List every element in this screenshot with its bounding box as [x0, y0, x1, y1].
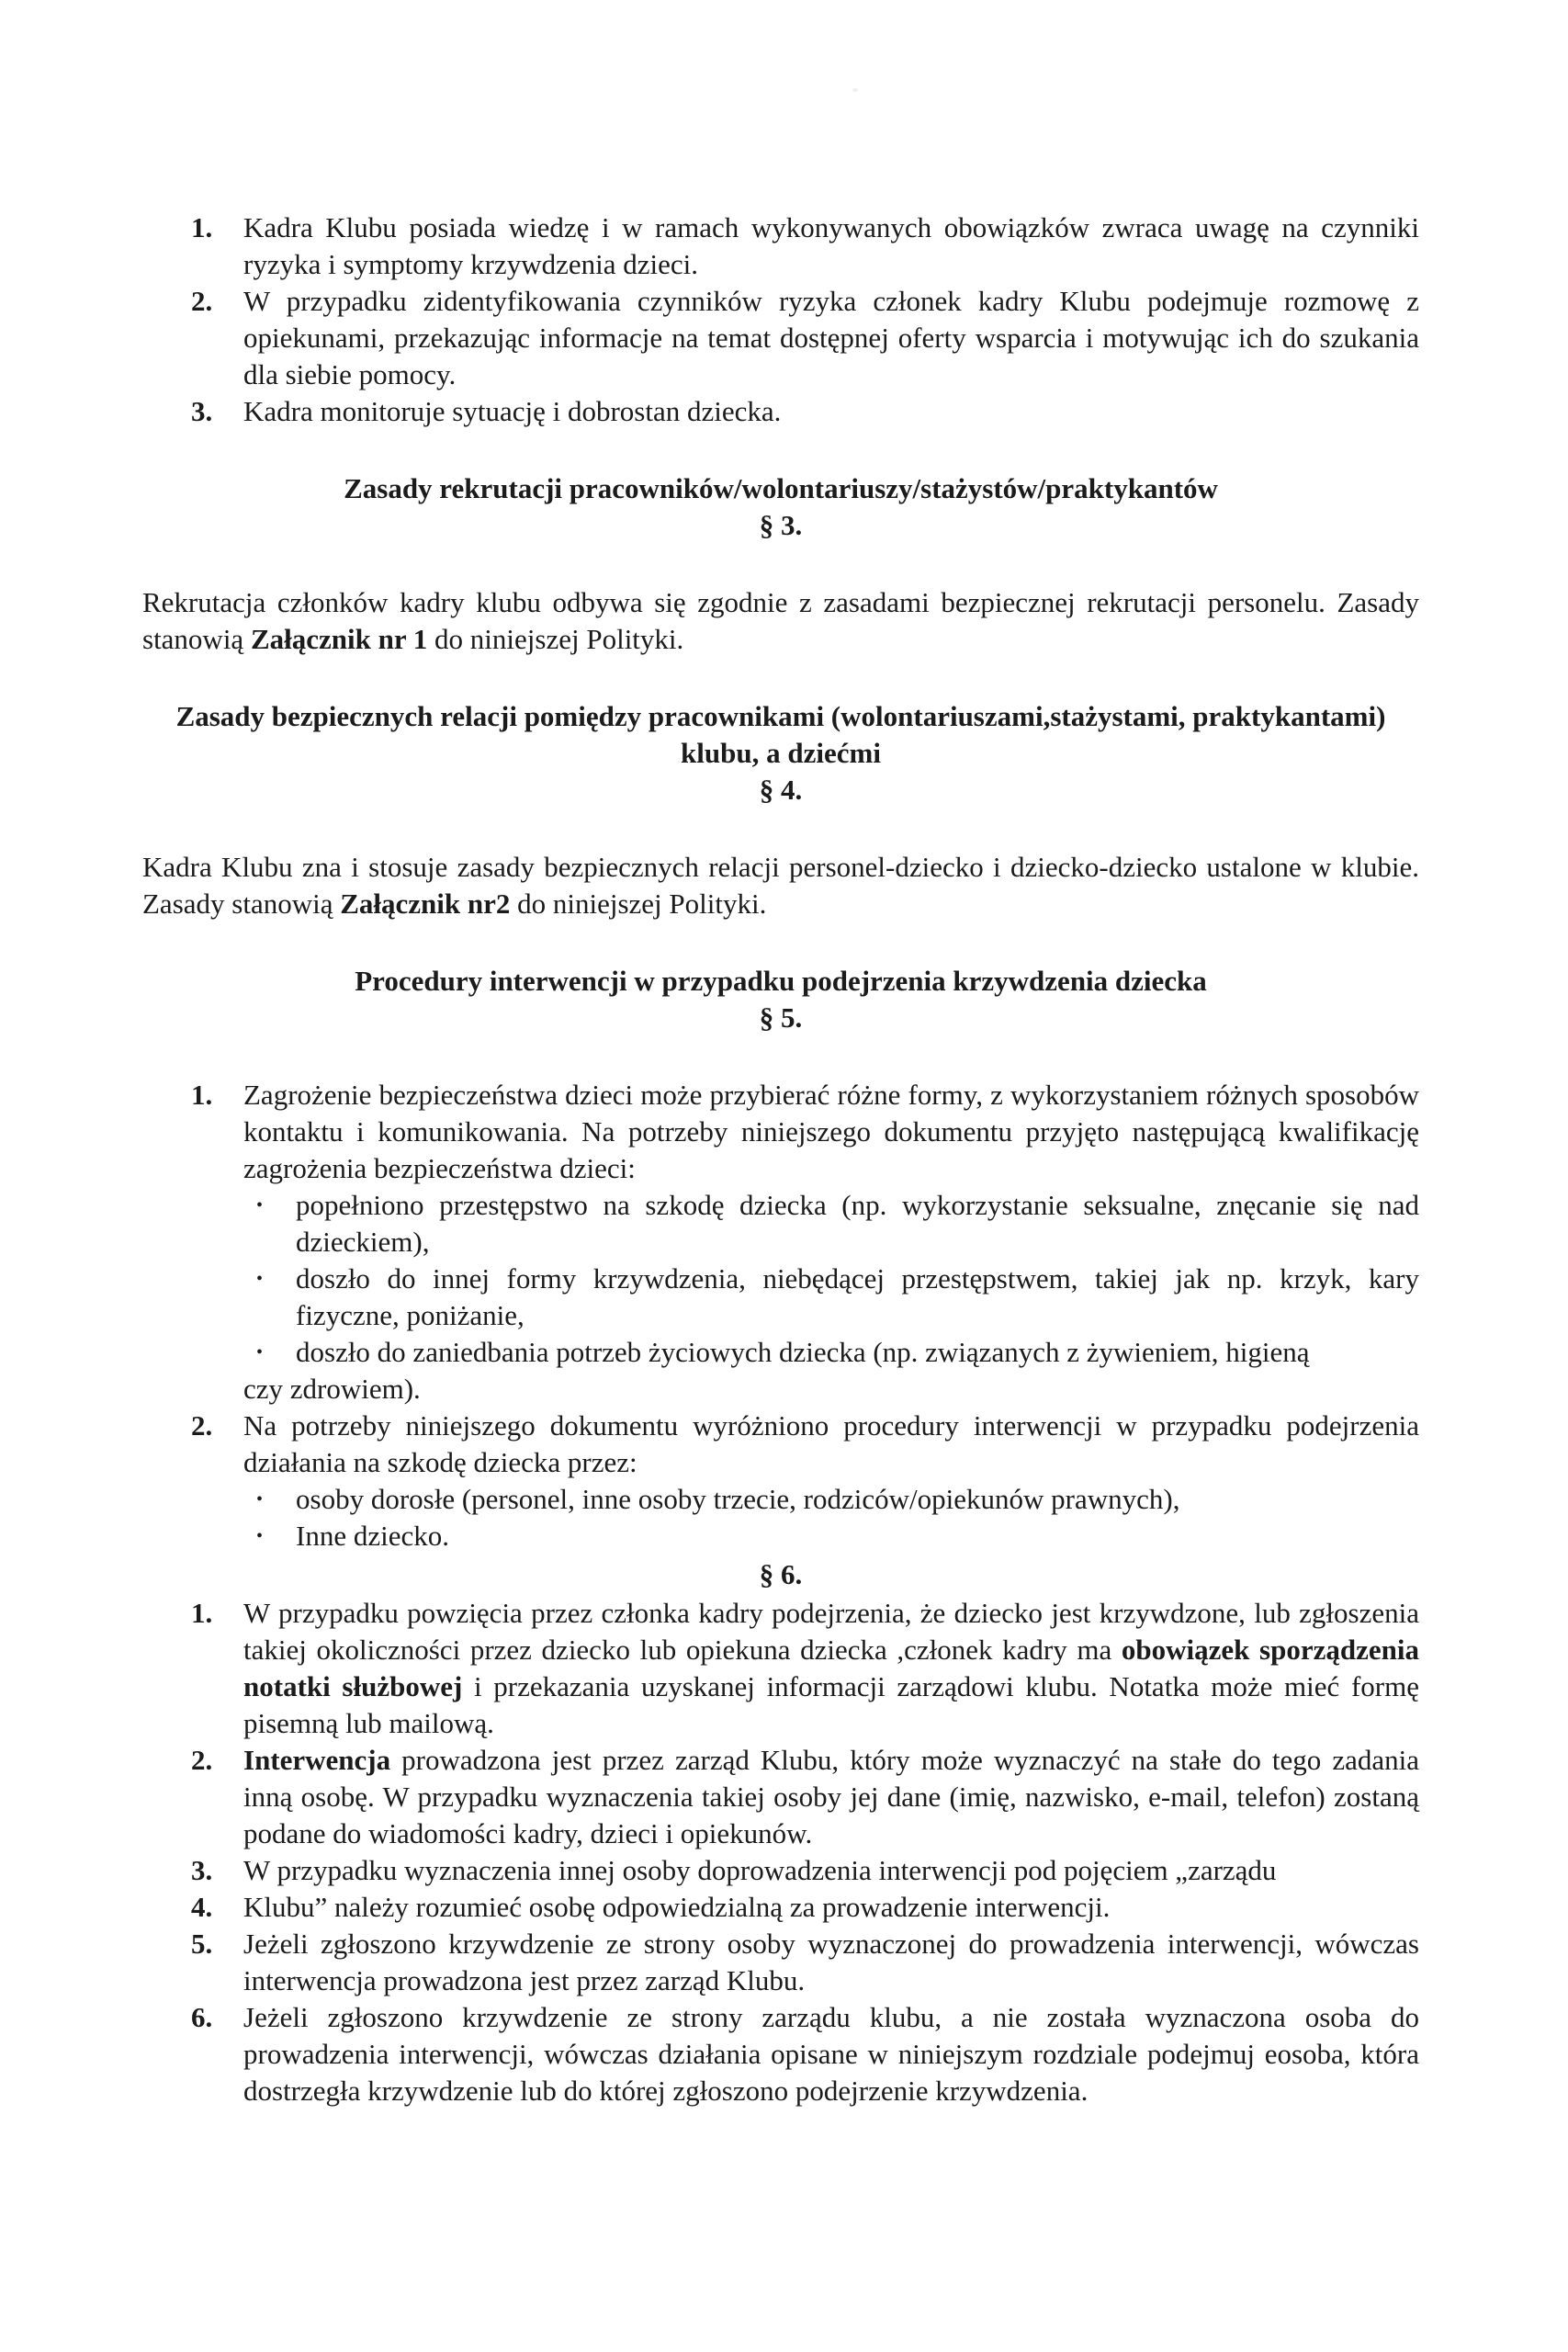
- bullet-icon: •: [256, 1342, 264, 1363]
- list-item: [142, 1999, 1419, 2109]
- text-run: Rekrutacja członków kadry klubu odbywa się zgodnie z zasadami bezpiecznej rekrutacji personelu. Zasady stanowią: [142, 586, 1419, 655]
- text-run: Kadra monitoruje sytuację i dobrostan dziecka.: [243, 395, 782, 427]
- list-item-number: 2.: [191, 1409, 213, 1442]
- text-run: Inne dziecko.: [296, 1520, 449, 1552]
- list-item-number: 1.: [191, 1597, 213, 1629]
- bold-text-run: Załącznik nr2: [340, 888, 511, 920]
- list-item-number: 6.: [191, 2001, 213, 2033]
- text-run: Jeżeli zgłoszono krzywdzenie ze strony zarządu klubu, a nie została wyznaczona osoba do prowadzenia interwencji, wówczas działania opisane w niniejszym rozdziale podejmuj eosoba, która dostrzegła krzywdzenie lub do której zgłoszono podejrzenie krzywdzenia.: [243, 2001, 1419, 2107]
- text-run: czy zdrowiem).: [243, 1373, 421, 1405]
- list-item: [142, 393, 1419, 430]
- list-item: [142, 1889, 1419, 1926]
- text-run: Zagrożenie bezpieczeństwa dzieci może przybierać różne formy, z wykorzystaniem różnych sposobów kontaktu i komunikowania. Na potrzeby niniejszego dokumentu przyjęto następującą kwalifikację zagrożenia bezpieczeństwa dzieci:: [243, 1079, 1419, 1184]
- list-item: [142, 1408, 1419, 1481]
- numbered-list: [142, 1077, 1419, 1555]
- list-item: [142, 283, 1419, 393]
- text-run: prowadzona jest przez zarząd Klubu, który może wyznaczyć na stałe do tego zadania inną osobę. W przypadku wyznaczenia takiej osoby jej dane (imię, nazwisko, e-mail, telefon) zostaną podane do wiadomości kadry, dzieci i opiekunów.: [243, 1744, 1419, 1849]
- list-item: [142, 1595, 1419, 1742]
- section-heading-line: § 5.: [759, 1001, 803, 1034]
- list-item-number: 3.: [191, 1854, 213, 1886]
- text-run: Kadra Klubu zna i stosuje zasady bezpiecznych relacji personel-dziecko i dziecko-dziecko ustalone w klubie. Zasady stanowią: [142, 851, 1419, 920]
- bullet-icon: •: [256, 1269, 264, 1289]
- section-heading: [142, 963, 1419, 1036]
- list-item-number: 1.: [191, 1079, 213, 1111]
- paragraph: [142, 849, 1419, 922]
- section-heading-line: § 3.: [759, 509, 803, 541]
- text-run: do niniejszej Polityki.: [510, 888, 767, 920]
- bullet-item: [142, 1187, 1419, 1261]
- bullet-continuation-line: [142, 1371, 1419, 1408]
- scan-artifact: [852, 88, 858, 92]
- numbered-list: [142, 209, 1419, 430]
- bullet-item: [142, 1261, 1419, 1334]
- section-heading: [142, 1556, 1419, 1593]
- document-content: [142, 209, 1419, 2109]
- section-heading-line: klubu, a dziećmi: [681, 737, 881, 769]
- bold-text-run: obowiązek sporządzenia notatki służbowej: [243, 1634, 1419, 1702]
- section-heading-line: Procedury interwencji w przypadku podejrzenia krzywdzenia dziecka: [355, 965, 1207, 997]
- bullet-icon: •: [256, 1526, 264, 1546]
- text-run: i przekazania uzyskanej informacji zarządowi klubu. Notatka może mieć formę pisemną lub mailową.: [243, 1670, 1419, 1739]
- text-run: do niniejszej Polityki.: [427, 623, 684, 655]
- bullet-item: [142, 1334, 1419, 1371]
- section-heading-line: Zasady rekrutacji pracowników/wolontariuszy/stażystów/praktykantów: [344, 472, 1218, 504]
- text-run: W przypadku powzięcia przez członka kadry podejrzenia, że dziecko jest krzywdzone, lub zgłoszenia takiej okoliczności przez dziecko lub opiekuna dziecka ,członek kadry ma: [243, 1597, 1419, 1666]
- list-item-number: 2.: [191, 1744, 213, 1776]
- list-item: [142, 1926, 1419, 1999]
- list-item-number: 4.: [191, 1891, 213, 1923]
- list-item-number: 5.: [191, 1928, 213, 1960]
- text-run: popełniono przestępstwo na szkodę dziecka (np. wykorzystanie seksualne, znęcanie się nad dzieckiem),: [296, 1189, 1419, 1258]
- list-item-number: 1.: [191, 211, 213, 243]
- numbered-list: [142, 1595, 1419, 2109]
- text-run: Kadra Klubu posiada wiedzę i w ramach wykonywanych obowiązków zwraca uwagę na czynniki ryzyka i symptomy krzywdzenia dzieci.: [243, 211, 1419, 280]
- section-heading-line: § 6.: [759, 1558, 803, 1590]
- text-run: Klubu” należy rozumieć osobę odpowiedzialną za prowadzenie interwencji.: [243, 1891, 1111, 1923]
- text-run: osoby dorosłe (personel, inne osoby trzecie, rodziców/opiekunów prawnych),: [296, 1483, 1180, 1515]
- text-run: doszło do innej formy krzywdzenia, niebędącej przestępstwem, takiej jak np. krzyk, kary fizyczne, poniżanie,: [296, 1262, 1419, 1331]
- list-item: [142, 1742, 1419, 1852]
- bullet-item: [142, 1518, 1419, 1555]
- text-run: Jeżeli zgłoszono krzywdzenie ze strony osoby wyznaczonej do prowadzenia interwencji, wówczas interwencja prowadzona jest przez zarząd Klubu.: [243, 1928, 1419, 1996]
- section-heading: [142, 698, 1419, 808]
- list-item-number: 3.: [191, 395, 213, 427]
- bold-text-run: Załącznik nr 1: [250, 623, 428, 655]
- bold-text-run: Interwencja: [243, 1744, 391, 1776]
- paragraph: [142, 584, 1419, 658]
- section-heading-line: § 4.: [759, 774, 803, 806]
- list-item: [142, 1852, 1419, 1889]
- bullet-item: [142, 1481, 1419, 1518]
- section-heading-line: Zasady bezpiecznych relacji pomiędzy pracownikami (wolontariuszami,stażystami, praktykantami): [175, 700, 1386, 732]
- text-run: doszło do zaniedbania potrzeb życiowych dziecka (np. związanych z żywieniem, higieną: [296, 1336, 1310, 1368]
- bullet-icon: •: [256, 1195, 264, 1216]
- text-run: W przypadku wyznaczenia innej osoby doprowadzenia interwencji pod pojęciem „zarządu: [243, 1854, 1277, 1886]
- list-item: [142, 209, 1419, 283]
- list-item: [142, 1077, 1419, 1187]
- section-heading: [142, 470, 1419, 544]
- bullet-icon: •: [256, 1489, 264, 1510]
- text-run: Na potrzeby niniejszego dokumentu wyróżniono procedury interwencji w przypadku podejrzenia działania na szkodę dziecka przez:: [243, 1409, 1419, 1478]
- list-item-number: 2.: [191, 285, 213, 317]
- text-run: W przypadku zidentyfikowania czynników ryzyka członek kadry Klubu podejmuje rozmowę z opiekunami, przekazując informacje na temat dostępnej oferty wsparcia i motywując ich do szukania dla siebie pomocy.: [243, 285, 1419, 390]
